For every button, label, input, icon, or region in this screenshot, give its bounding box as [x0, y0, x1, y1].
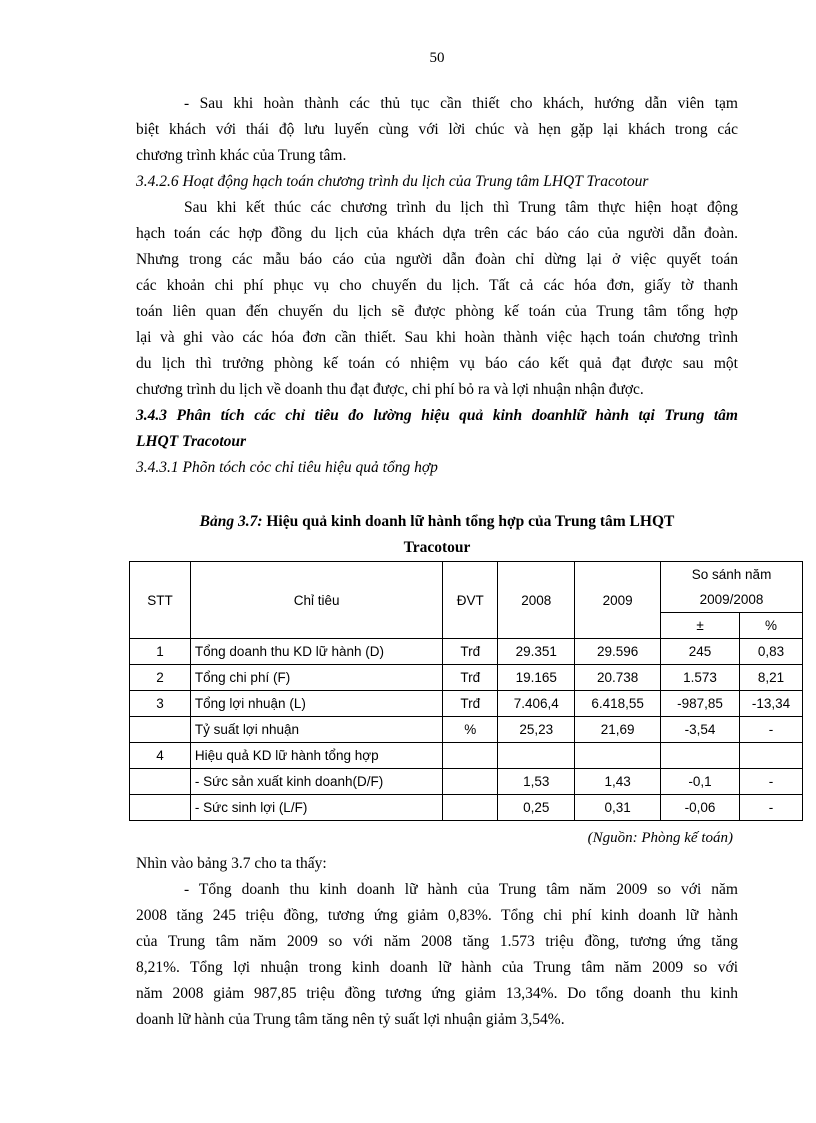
- table-title-line1: [136, 509, 738, 535]
- paragraph-farewell: [136, 91, 738, 169]
- cell-diff: 245: [661, 639, 740, 665]
- cell-indicator: - Sức sản xuất kinh doanh(D/F): [190, 769, 442, 795]
- cell-2009: 20.738: [575, 665, 661, 691]
- text-line: du lịch thì trưởng phòng kế toán có nhiệm vụ báo cáo kết quả đạt được sau một: [136, 355, 738, 372]
- cell-2008: 1,53: [498, 769, 575, 795]
- cell-stt: 4: [130, 743, 191, 769]
- heading-3-4-2-6: [136, 169, 738, 195]
- cell-2009: 6.418,55: [575, 691, 661, 717]
- text-line: năm 2008 giảm 987,85 triệu đồng tương ứng giảm 13,34%. Do tổng doanh thu kinh: [136, 985, 738, 1002]
- cell-stt: [130, 795, 191, 821]
- header-compare-line1: So sánh năm: [691, 567, 772, 582]
- text-line: toán liên quan đến chuyến du lịch sẽ được phòng kế toán của Trung tâm tổng hợp: [136, 303, 738, 320]
- table-source: (Nguồn: Phòng kế toán): [587, 830, 733, 846]
- text-line: chương trình du lịch về doanh thu đạt được, chi phí bỏ ra và lợi nhuận nhận được.: [136, 381, 644, 398]
- text-line: 2008 tăng 245 triệu đồng, tương ứng giảm 0,83%. Tổng chi phí kinh doanh lữ hành: [136, 907, 738, 924]
- cell-indicator: Tổng lợi nhuận (L): [190, 691, 442, 717]
- paragraph-analysis: [136, 851, 738, 1033]
- section-heading: 3.4.3 Phân tích các chỉ tiêu đo lường hiệu quả kinh doanhlữ hành tại Trung tâm: [136, 407, 738, 424]
- text-line: hạch toán các hợp đồng du lịch của khách dựa trên các báo cáo của người dẫn đoàn.: [136, 225, 738, 242]
- cell-2009: 0,31: [575, 795, 661, 821]
- heading-3-4-3: [136, 403, 738, 455]
- text-line: các khoản chi phí phục vụ cho chuyến du lịch. Tất cả các hóa đơn, giấy tờ thanh: [136, 277, 738, 294]
- cell-2009: 29.596: [575, 639, 661, 665]
- cell-diff: 1.573: [661, 665, 740, 691]
- table-row: [130, 691, 803, 717]
- table-title-text: Hiệu quả kinh doanh lữ hành tổng hợp của Trung tâm LHQT: [262, 513, 675, 530]
- cell-indicator: Tổng chi phí (F): [190, 665, 442, 691]
- text-line: biệt khách với thái độ lưu luyến cùng với lời chúc và hẹn gặp lại khách trong các: [136, 121, 738, 138]
- text-line: chương trình khác của Trung tâm.: [136, 147, 347, 164]
- header-unit: ĐVT: [443, 562, 498, 639]
- header-compare: [661, 562, 803, 588]
- cell-2008: [498, 743, 575, 769]
- text-line: Sau khi kết thúc các chương trình du lịch thì Trung tâm thực hiện hoạt động: [184, 199, 738, 216]
- paragraph-accounting: [136, 195, 738, 403]
- text-line: - Tổng doanh thu kinh doanh lữ hành của Trung tâm năm 2009 so với năm: [184, 881, 738, 898]
- section-heading: LHQT Tracotour: [136, 433, 247, 450]
- header-compare-line2: 2009/2008: [661, 587, 803, 613]
- cell-pct: -: [740, 795, 803, 821]
- cell-indicator: Tỷ suất lợi nhuận: [190, 717, 442, 743]
- header-indicator: Chỉ tiêu: [190, 562, 442, 639]
- header-pct: %: [740, 613, 803, 639]
- table-row: [130, 743, 803, 769]
- cell-indicator: Hiệu quả KD lữ hành tổng hợp: [190, 743, 442, 769]
- cell-2008: 29.351: [498, 639, 575, 665]
- header-2009: 2009: [575, 562, 661, 639]
- cell-stt: 2: [130, 665, 191, 691]
- text-line: Nhìn vào bảng 3.7 cho ta thấy:: [136, 855, 327, 872]
- cell-pct: 8,21: [740, 665, 803, 691]
- cell-2009: 21,69: [575, 717, 661, 743]
- text-line: lại và ghi vào các hóa đơn cần thiết. Sau khi hoàn thành việc hạch toán chương trình: [136, 329, 738, 346]
- cell-unit: %: [443, 717, 498, 743]
- cell-2009: [575, 743, 661, 769]
- cell-unit: [443, 795, 498, 821]
- header-diff: ±: [661, 613, 740, 639]
- text-line: doanh lữ hành của Trung tâm tăng nên tỷ suất lợi nhuận giảm 3,54%.: [136, 1011, 565, 1028]
- cell-unit: Trđ: [443, 639, 498, 665]
- text-line: 8,21%. Tổng lợi nhuận trong kinh doanh lữ hành của Trung tâm năm 2009 so với: [136, 959, 738, 976]
- cell-stt: [130, 717, 191, 743]
- cell-diff: -987,85: [661, 691, 740, 717]
- table-title-line2: Tracotour: [403, 539, 471, 556]
- page-number: 50: [429, 50, 445, 66]
- cell-2008: 7.406,4: [498, 691, 575, 717]
- cell-unit: [443, 769, 498, 795]
- cell-stt: 1: [130, 639, 191, 665]
- cell-diff: -0,06: [661, 795, 740, 821]
- header-2008: 2008: [498, 562, 575, 639]
- table-row: [130, 665, 803, 691]
- table-label: Bảng 3.7:: [199, 513, 263, 530]
- table-row: [130, 717, 803, 743]
- cell-pct: -: [740, 717, 803, 743]
- text-line: Nhưng trong các mẫu báo cáo của người dẫn đoàn chỉ dừng lại ở việc quyết toán: [136, 251, 738, 268]
- cell-2008: 25,23: [498, 717, 575, 743]
- cell-pct: 0,83: [740, 639, 803, 665]
- cell-indicator: - Sức sinh lợi (L/F): [190, 795, 442, 821]
- cell-stt: [130, 769, 191, 795]
- cell-stt: 3: [130, 691, 191, 717]
- cell-unit: Trđ: [443, 665, 498, 691]
- cell-unit: [443, 743, 498, 769]
- subsection-heading: 3.4.3.1 Phõn tóch cỏc chỉ tiêu hiệu quả tổng hợp: [136, 459, 438, 476]
- cell-pct: [740, 743, 803, 769]
- table-row: [130, 795, 803, 821]
- cell-2008: 19.165: [498, 665, 575, 691]
- header-stt: STT: [130, 562, 191, 639]
- table-title: [136, 509, 738, 561]
- table-row: [130, 639, 803, 665]
- text-line: của Trung tâm năm 2009 so với năm 2008 tăng 1.573 triệu đồng, tương ứng tăng: [136, 933, 738, 950]
- cell-diff: -0,1: [661, 769, 740, 795]
- cell-diff: [661, 743, 740, 769]
- text-line: - Sau khi hoàn thành các thủ tục cần thiết cho khách, hướng dẫn viên tạm: [184, 95, 738, 112]
- cell-pct: -: [740, 769, 803, 795]
- cell-pct: -13,34: [740, 691, 803, 717]
- cell-2009: 1,43: [575, 769, 661, 795]
- cell-unit: Trđ: [443, 691, 498, 717]
- section-heading: 3.4.2.6 Hoạt động hạch toán chương trình du lịch của Trung tâm LHQT Tracotour: [136, 173, 649, 190]
- heading-3-4-3-1: [136, 455, 738, 481]
- cell-2008: 0,25: [498, 795, 575, 821]
- table-row: [130, 769, 803, 795]
- cell-indicator: Tổng doanh thu KD lữ hành (D): [190, 639, 442, 665]
- cell-diff: -3,54: [661, 717, 740, 743]
- efficiency-table: [129, 561, 803, 821]
